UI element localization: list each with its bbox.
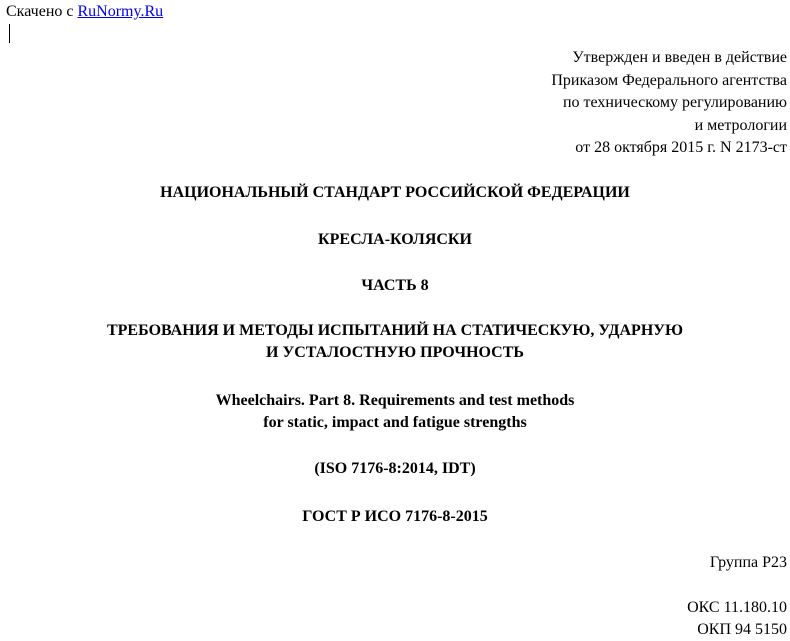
- approval-block: [267, 47, 787, 160]
- standard-heading-text: НАЦИОНАЛЬНЫЙ СТАНДАРТ РОССИЙСКОЙ ФЕДЕРАЦИИ: [160, 184, 630, 201]
- subject-title-text: КРЕСЛА-КОЛЯСКИ: [318, 231, 472, 248]
- okp-code: ОКП 94 5150: [697, 621, 787, 638]
- approval-line: по техническому регулированию: [562, 94, 787, 111]
- title-ru-line: ТРЕБОВАНИЯ И МЕТОДЫ ИСПЫТАНИЙ НА СТАТИЧЕСКУЮ, УДАРНУЮ: [106, 322, 684, 339]
- part-title-text: ЧАСТЬ 8: [361, 277, 429, 294]
- iso-reference: [0, 458, 790, 480]
- group-code: Группа Р23: [709, 554, 787, 571]
- standard-id-text: ГОСТ Р ИСО 7176-8-2015: [302, 508, 488, 525]
- approval-line: Утвержден и введен в действие: [572, 49, 787, 66]
- source-line: [6, 2, 163, 21]
- approval-line: Приказом Федерального агентства: [551, 71, 787, 89]
- text-cursor: [9, 24, 10, 43]
- title-ru-line: И УСТАЛОСТНУЮ ПРОЧНОСТЬ: [266, 344, 524, 361]
- source-prefix: Скачено с: [6, 3, 74, 20]
- subject-title: [0, 229, 790, 251]
- title-ru: [0, 320, 790, 364]
- title-en: [0, 390, 790, 434]
- part-title: [0, 275, 790, 297]
- title-en-line: Wheelchairs. Part 8. Requirements and test methods: [215, 392, 575, 409]
- standard-id: [0, 506, 790, 528]
- title-en-line: for static, impact and fatigue strengths: [263, 414, 527, 431]
- approval-line: и метрологии: [694, 116, 787, 134]
- iso-reference-text: (ISO 7176-8:2014, IDT): [314, 460, 476, 477]
- standard-heading: [0, 182, 790, 204]
- approval-line: от 28 октября 2015 г. N 2173-ст: [575, 139, 787, 156]
- source-link[interactable]: RuNormy.Ru: [77, 3, 164, 20]
- oks-code: ОКС 11.180.10: [687, 599, 787, 616]
